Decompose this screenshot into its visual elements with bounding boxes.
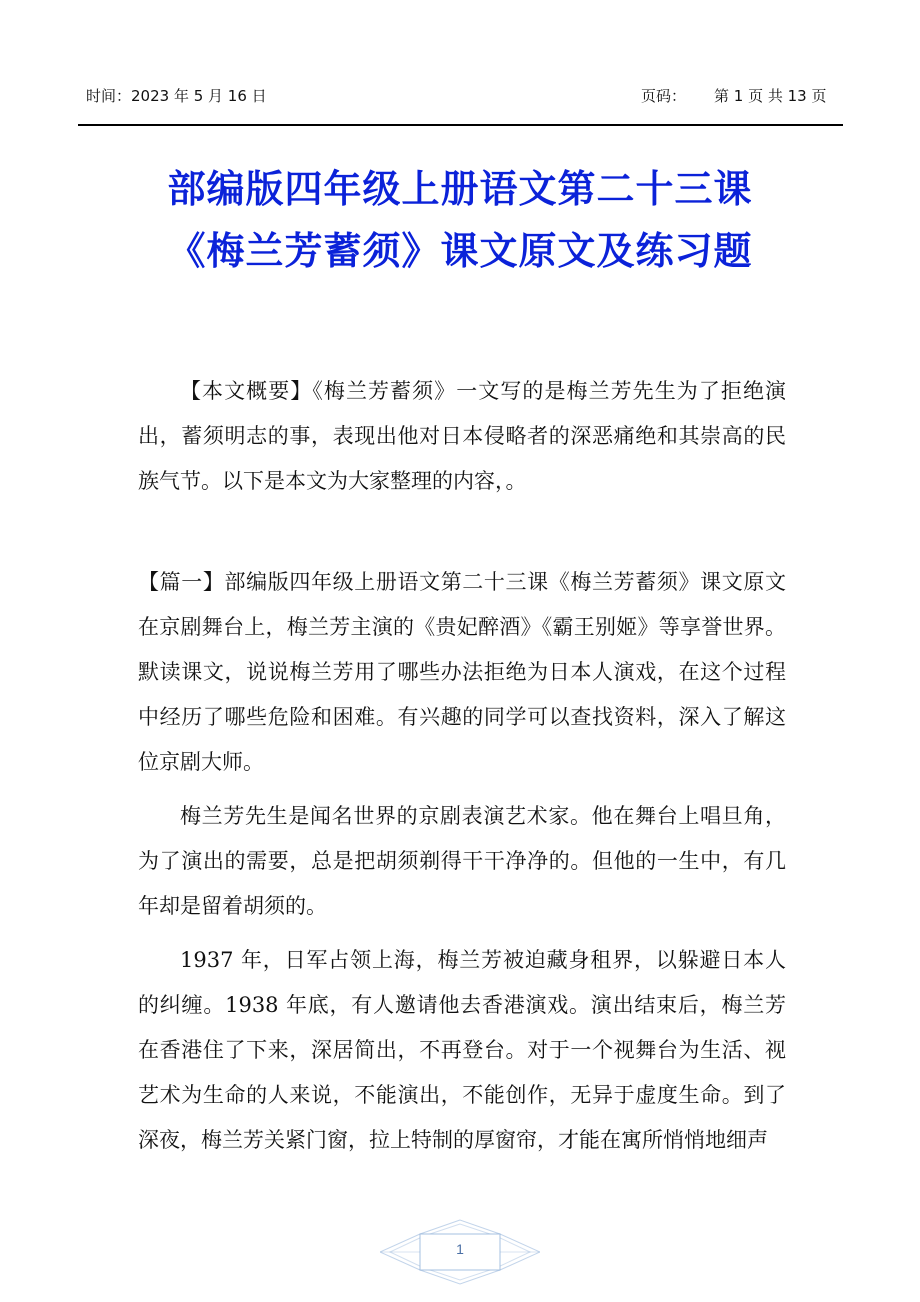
section-one [138, 560, 828, 1163]
header-divider [78, 124, 843, 126]
page-code-label: 页码： [641, 87, 687, 105]
date-label: 时间：2023 年 5 月 16 日 [86, 87, 267, 105]
page-header [0, 0, 920, 130]
page-of-label: 第 1 页 共 13 页 [714, 87, 827, 105]
summary-paragraph: 【本文概要】《梅兰芳蓄须》一文写的是梅兰芳先生为了拒绝演出，蓄须明志的事，表现出他对日本侵略者的深恶痛绝和其崇高的民族气节。以下是本文为大家整理的内容，。 [138, 379, 786, 493]
body-paragraph: 1937 年，日军占领上海，梅兰芳被迫藏身租界，以躲避日本人的纠缠。1938 年底，有人邀请他去香港演戏。演出结束后，梅兰芳在香港住了下来，深居简出，不再登台。对于一个视舞台为生活、视艺术为生命的人来说，不能演出，不能创作，无异于虚度生命。到了深夜，梅兰芳关紧门窗，拉上特制的厚窗帘，才能在寓所悄悄地细声 [138, 948, 786, 1152]
title-line-1: 部编版四年级上册语文第二十三课 [167, 167, 753, 211]
page-indicator [641, 86, 827, 106]
document-title [60, 158, 860, 282]
title-line-2: 《梅兰芳蓄须》课文原文及练习题 [167, 229, 753, 273]
summary-block [138, 369, 786, 504]
page-number: 1 [456, 1241, 464, 1257]
body-paragraph: 梅兰芳先生是闻名世界的京剧表演艺术家。他在舞台上唱旦角，为了演出的需要，总是把胡须剃得干干净净的。但他的一生中，有几年却是留着胡须的。 [138, 804, 786, 918]
section-one-intro: 【篇一】部编版四年级上册语文第二十三课《梅兰芳蓄须》课文原文 在京剧舞台上，梅兰芳主演的《贵妃醉酒》《霸王别姬》等享誉世界。默读课文，说说梅兰芳用了哪些办法拒绝为日本人演戏，在这个过程中经历了哪些危险和困难。有兴趣的同学可以查找资料，深入了解这位京剧大师。 [138, 570, 828, 774]
